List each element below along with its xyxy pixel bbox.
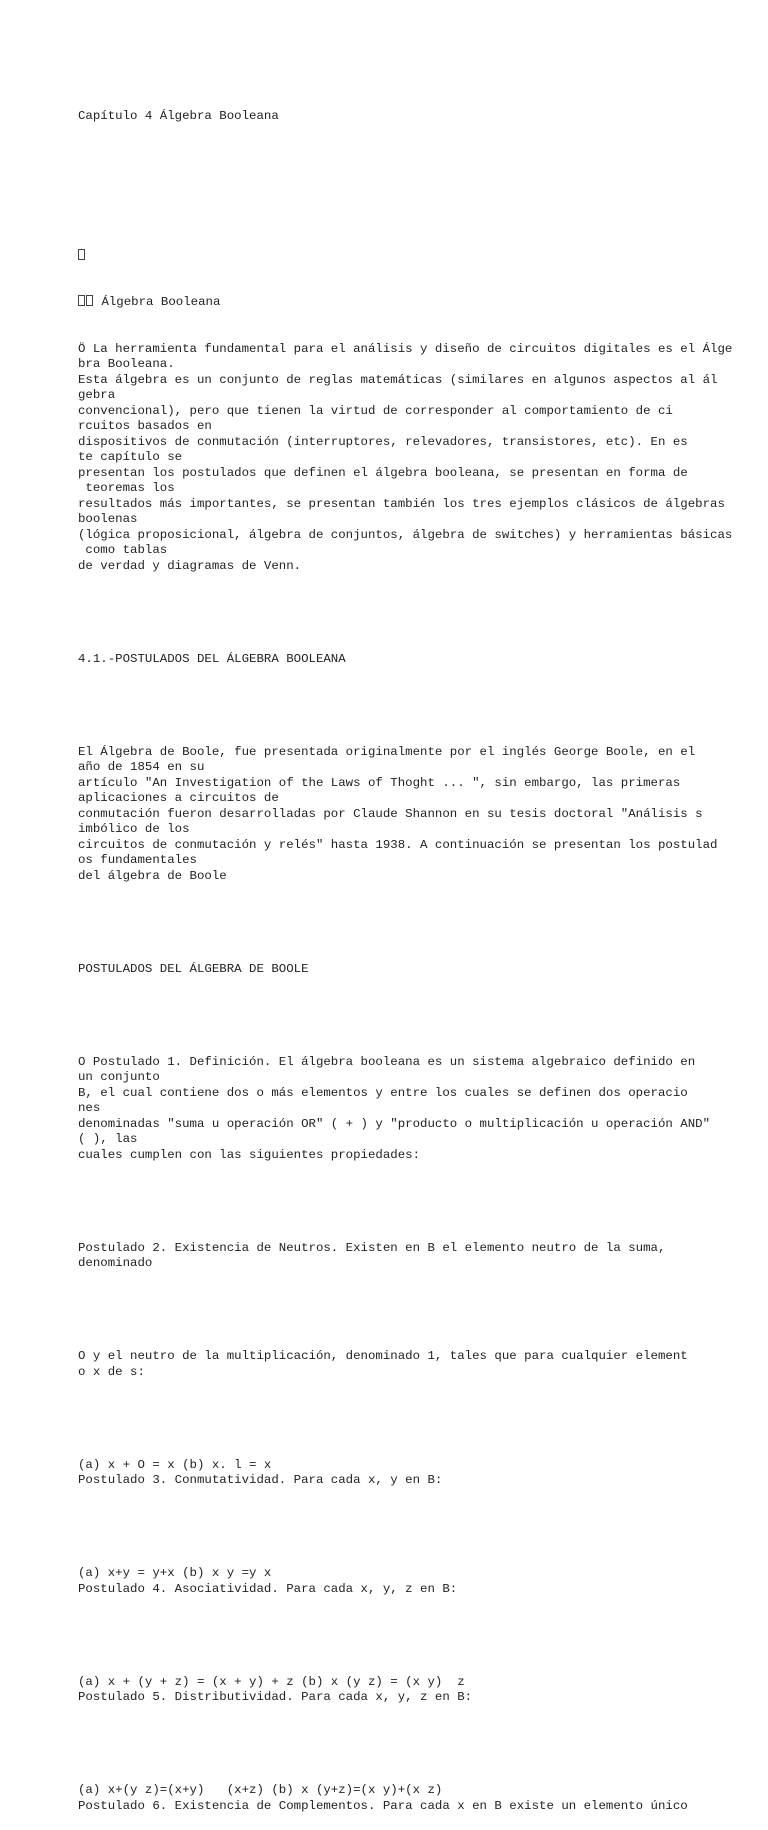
- text-line: convencional), pero que tienen la virtud de corresponder al comportamiento de ci: [78, 403, 673, 418]
- text-line: Postulado 5. Distributividad. Para cada x, y, z en B:: [78, 1690, 473, 1704]
- text-line: nes: [78, 1101, 101, 1115]
- text-line: denominadas "suma u operación OR" ( + ) y "producto o multiplicación u operación AND": [78, 1116, 711, 1131]
- postulado-6-block: [78, 1783, 758, 1814]
- text-line: denominado: [78, 1256, 153, 1270]
- postulado-2-continued: [78, 1349, 758, 1380]
- text-line: año de 1854 en su: [78, 760, 205, 774]
- text-line: como tablas: [78, 543, 168, 557]
- text-line: O Postulado 1. Definición. El álgebra booleana es un sistema algebraico definido en: [78, 1054, 696, 1069]
- missing-glyph-icon: [78, 249, 758, 265]
- text-line: Esta álgebra es un conjunto de reglas matemáticas (similares en algunos aspectos al ál: [78, 372, 718, 387]
- text-line: te capítulo se: [78, 450, 183, 464]
- postulado-2: [78, 1241, 758, 1272]
- glyph-box-icon: [78, 249, 85, 260]
- text-line: bra Booleana.: [78, 357, 175, 371]
- postulado-1: [78, 1055, 758, 1164]
- chapter-title: Capítulo 4 Álgebra Booleana: [78, 109, 279, 123]
- intro-paragraph: [78, 342, 758, 575]
- text-line: del álgebra de Boole: [78, 868, 227, 883]
- text-line: presentan los postulados que definen el álgebra booleana, se presentan en forma de: [78, 465, 688, 480]
- text-line: (a) x + O = x (b) x. l = x: [78, 1457, 272, 1472]
- glyph-box-icon: [78, 295, 85, 306]
- text-line: gebra: [78, 388, 116, 402]
- postulado-3-block: [78, 1458, 758, 1489]
- postulado-5-block: [78, 1675, 758, 1706]
- heading-postulados: POSTULADOS DEL ÁLGEBRA DE BOOLE: [78, 961, 309, 976]
- text-line: (a) x+y = y+x (b) x y =y x: [78, 1566, 272, 1580]
- text-line: dispositivos de conmutación (interruptores, relevadores, transistores, etc). En es: [78, 434, 688, 449]
- text-line: Postulado 3. Conmutatividad. Para cada x, y en B:: [78, 1473, 443, 1487]
- text-line: imbólico de los: [78, 822, 190, 836]
- text-line: Postulado 2. Existencia de Neutros. Existen en B el elemento neutro de la suma,: [78, 1240, 666, 1255]
- text-line: circuitos de conmutación y relés" hasta 1938. A continuación se presentan los postulad: [78, 837, 718, 852]
- text-line: B, el cual contiene dos o más elementos y entre los cuales se definen dos operacio: [78, 1085, 688, 1100]
- text-line: aplicaciones a circuitos de: [78, 791, 279, 805]
- text-line: Postulado 4. Asociatividad. Para cada x, y, z en B:: [78, 1581, 458, 1596]
- text-line: de verdad y diagramas de Venn.: [78, 558, 302, 573]
- text-line: ( ), las: [78, 1132, 138, 1146]
- section-heading: Álgebra Booleana: [101, 295, 221, 309]
- text-line: Ö La herramienta fundamental para el análisis y diseño de circuitos digitales es el Álge: [78, 341, 733, 356]
- text-line: os fundamentales: [78, 853, 197, 867]
- text-line: conmutación fueron desarrolladas por Claude Shannon en su tesis doctoral "Análisis s: [78, 806, 703, 821]
- section-heading-line: [78, 295, 758, 311]
- heading-4-1: 4.1.-POSTULADOS DEL ÁLGEBRA BOOLEANA: [78, 651, 346, 666]
- text-line: resultados más importantes, se presentan también los tres ejemplos clásicos de álgebras: [78, 496, 725, 511]
- text-line: O y el neutro de la multiplicación, denominado 1, tales que para cualquier element: [78, 1349, 688, 1363]
- text-line: (lógica proposicional, álgebra de conjuntos, álgebra de switches) y herramientas básicas: [78, 527, 733, 542]
- document-page: [78, 78, 758, 1830]
- text-line: o x de s:: [78, 1364, 145, 1379]
- history-paragraph: [78, 745, 758, 885]
- text-line: Postulado 6. Existencia de Complementos. Para cada x en B existe un elemento único: [78, 1798, 688, 1813]
- postulado-4-block: [78, 1566, 758, 1597]
- text-line: rcuitos basados en: [78, 419, 212, 433]
- text-line: (a) x+(y z)=(x+y) (x+z) (b) x (y+z)=(x y)+(x z): [78, 1783, 443, 1797]
- text-line: boolenas: [78, 512, 138, 526]
- text-line: un conjunto: [78, 1070, 160, 1084]
- text-line: cuales cumplen con las siguientes propiedades:: [78, 1147, 421, 1162]
- text-line: teoremas los: [78, 481, 175, 495]
- text-line: El Álgebra de Boole, fue presentada originalmente por el inglés George Boole, en el: [78, 744, 696, 759]
- text-line: (a) x + (y + z) = (x + y) + z (b) x (y z) = (x y) z: [78, 1674, 465, 1689]
- glyph-box-icon: [86, 295, 93, 306]
- text-line: artículo "An Investigation of the Laws of Thoght ... ", sin embargo, las primeras: [78, 775, 681, 790]
